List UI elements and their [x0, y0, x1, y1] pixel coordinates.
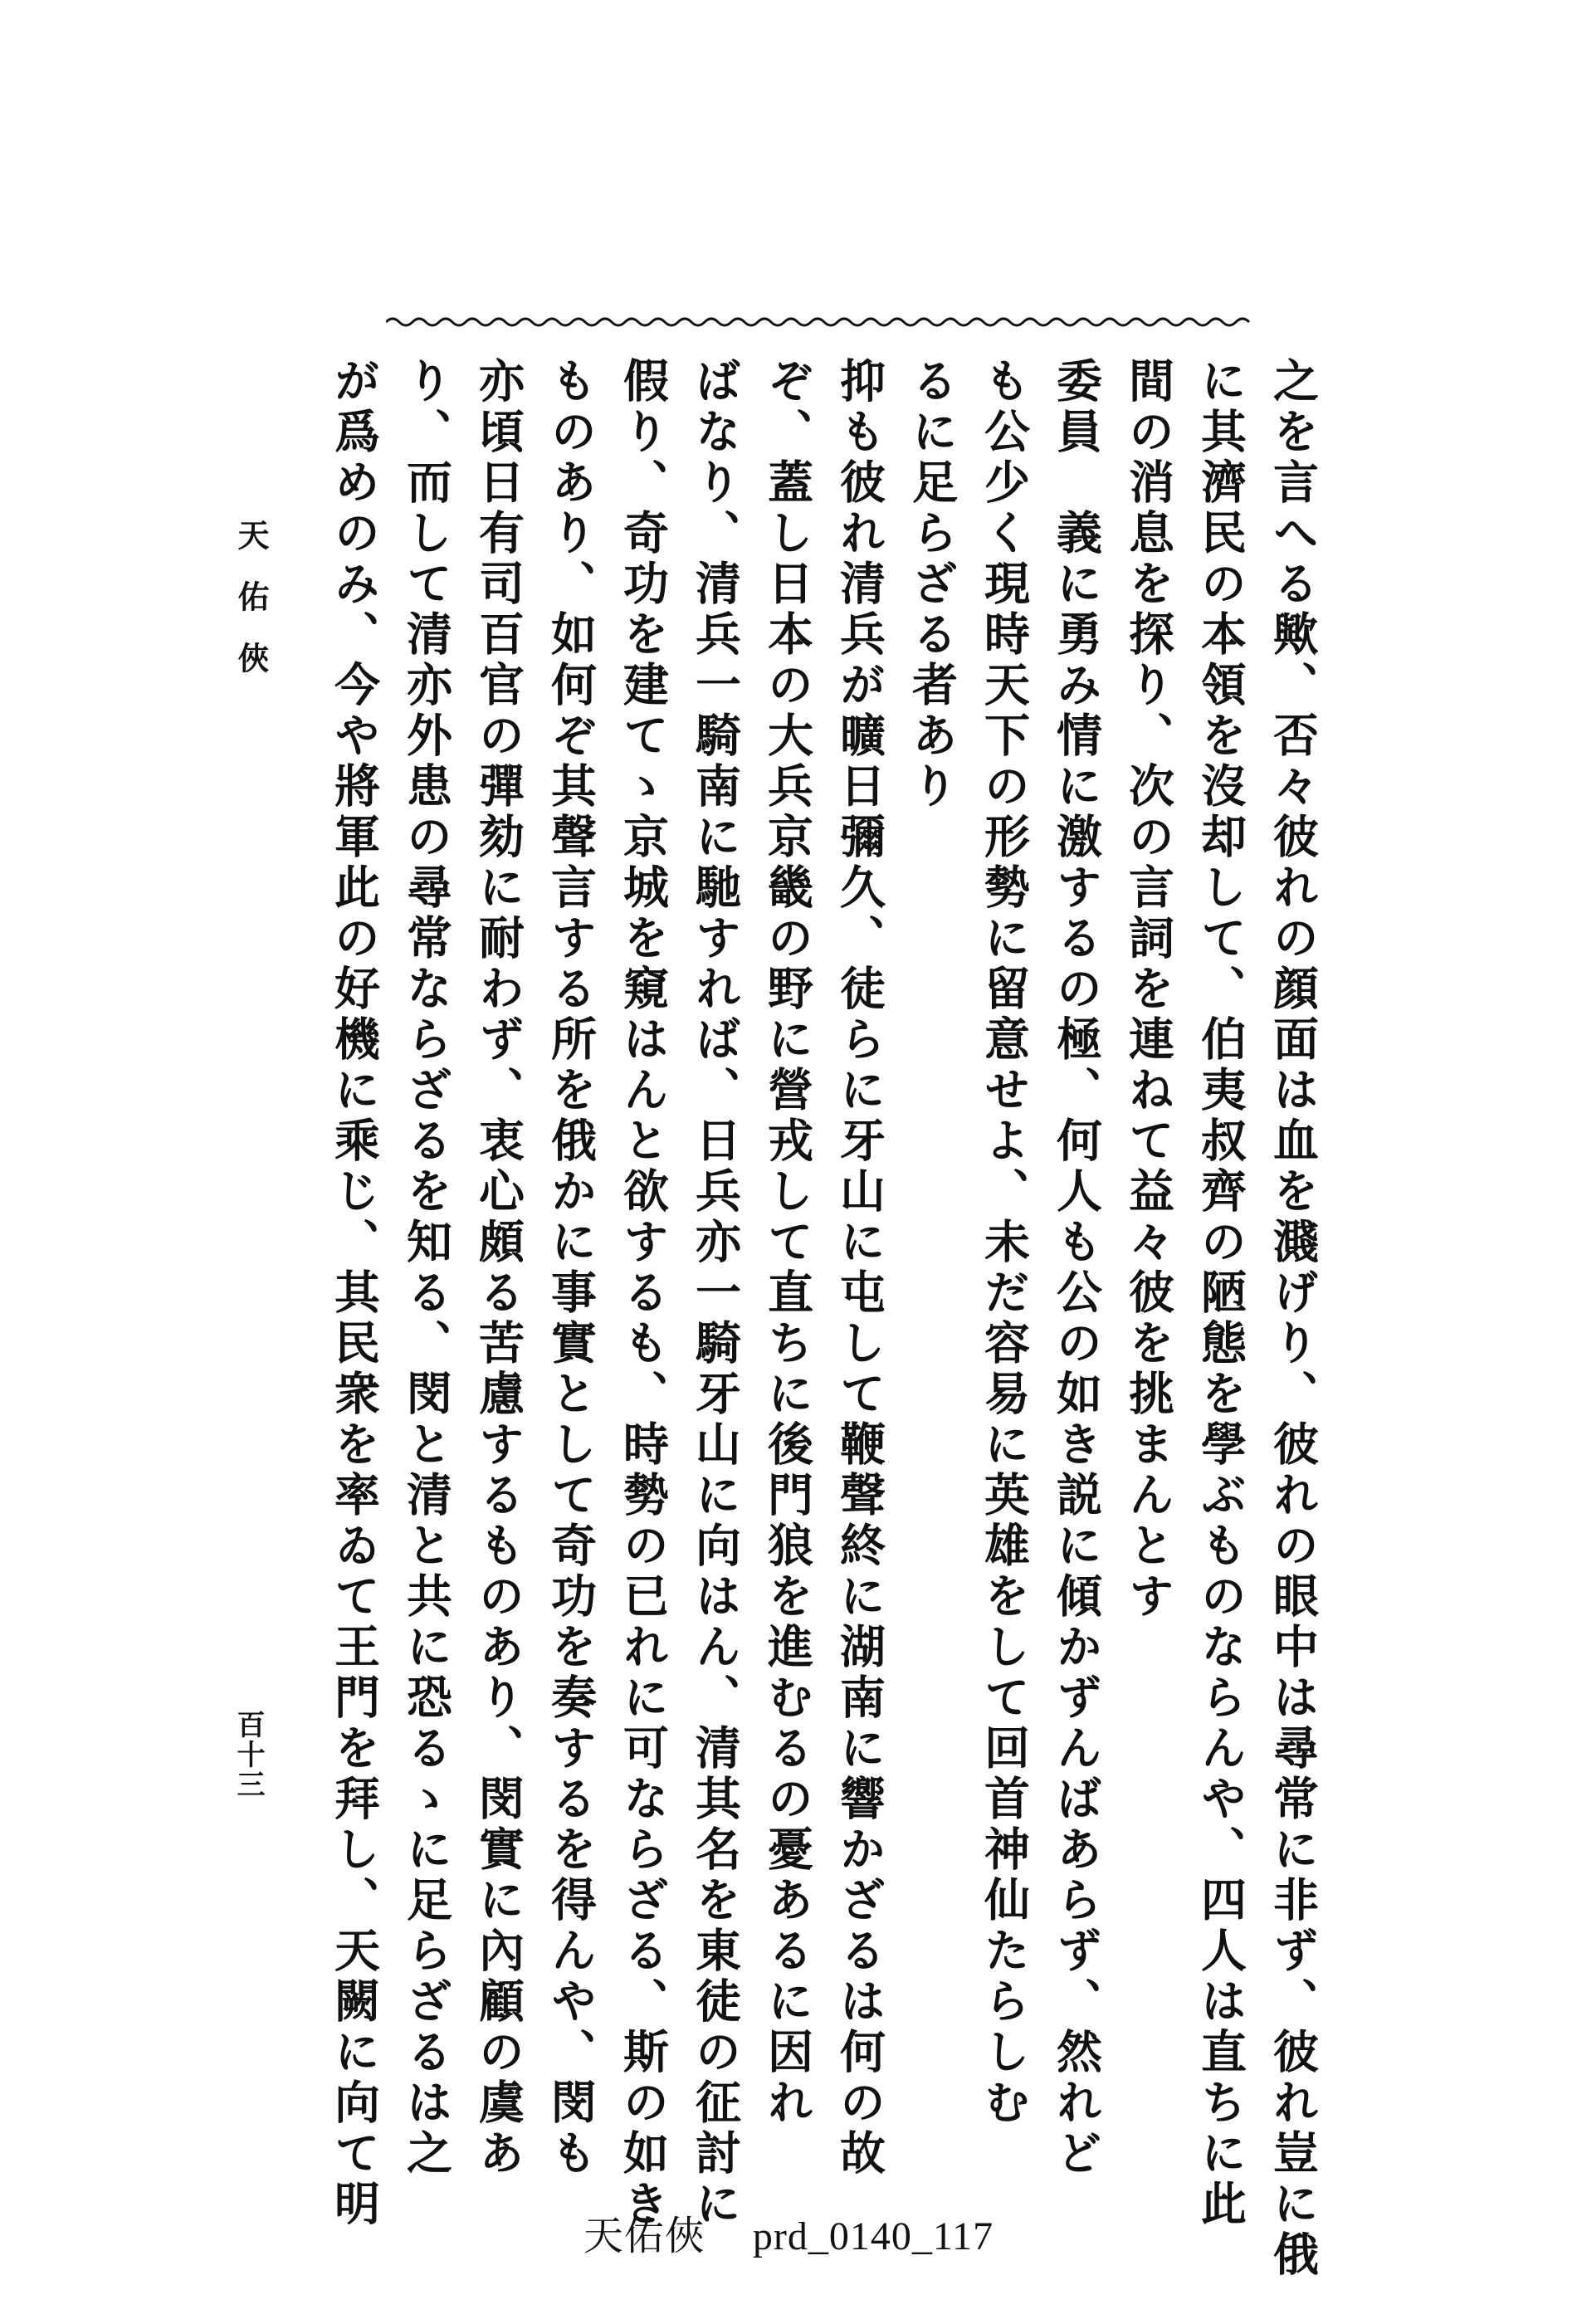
caption-id: prd_0140_117: [752, 2214, 994, 2258]
text-column: 亦頃日有司百官の彈劾に耐わず、衷心頗る苦慮するものあり、閔實に內顧の虞あ: [471, 357, 525, 2180]
image-caption: [0, 2204, 1577, 2261]
ornamental-rule: [386, 312, 1253, 332]
text-column: 間の消息を探り、次の言詞を連ねて益々彼を挑まんとす: [1121, 357, 1175, 1623]
text-column: に其濟民の本領を沒却して、伯夷叔齊の陋態を學ぶものならんや、四人は直ちに此: [1194, 357, 1247, 2230]
page-number: 百十三: [232, 1710, 265, 1799]
running-title: 天佑俠: [232, 519, 270, 703]
caption-title: 天佑俠: [583, 2214, 706, 2258]
text-column: 之を言へる歟、否々彼れの顔面は血を濺げり、彼れの眼中は尋常に非ず、彼れ豈に俄: [1266, 357, 1320, 2281]
text-column: 委員 義に勇み情に激するの極、何人も公の如き説に傾かずんばあらず、然れど: [1049, 357, 1103, 2180]
text-column: 抑も彼れ清兵が曠日彌久、徒らに牙山に屯して鞭聲終に湖南に響かざるは何の故: [832, 357, 886, 2180]
text-column: ばなり、清兵一騎南に馳すれば、日兵亦一騎牙山に向はん、清其名を東徒の征討に: [688, 357, 742, 2230]
text-column: るに足らざる者あり: [905, 357, 959, 813]
text-column: り、而して清亦外患の尋常ならざるを知る、閔と清と共に恐るゝに足らざるは之: [399, 357, 453, 2180]
text-column: 假り、奇功を建てゝ京城を窺はんと欲するも、時勢の已れに可ならざる、斯の如き: [616, 357, 670, 2230]
text-column: も公少く現時天下の形勢に留意せよ、未だ容易に英雄をして回首神仙たらしむ: [977, 357, 1031, 2129]
text-column: が爲めのみ、今や將軍此の好機に乘じ、其民衆を率ゐて王門を拜し、天闕に向て明: [327, 357, 381, 2230]
text-column: ものあり、如何ぞ其聲言する所を俄かに事實として奇功を奏するを得んや、閔も: [544, 357, 598, 2180]
text-column: ぞ、蓋し日本の大兵京畿の野に營戎して直ちに後門狼を進むるの憂あるに因れ: [760, 357, 814, 2129]
